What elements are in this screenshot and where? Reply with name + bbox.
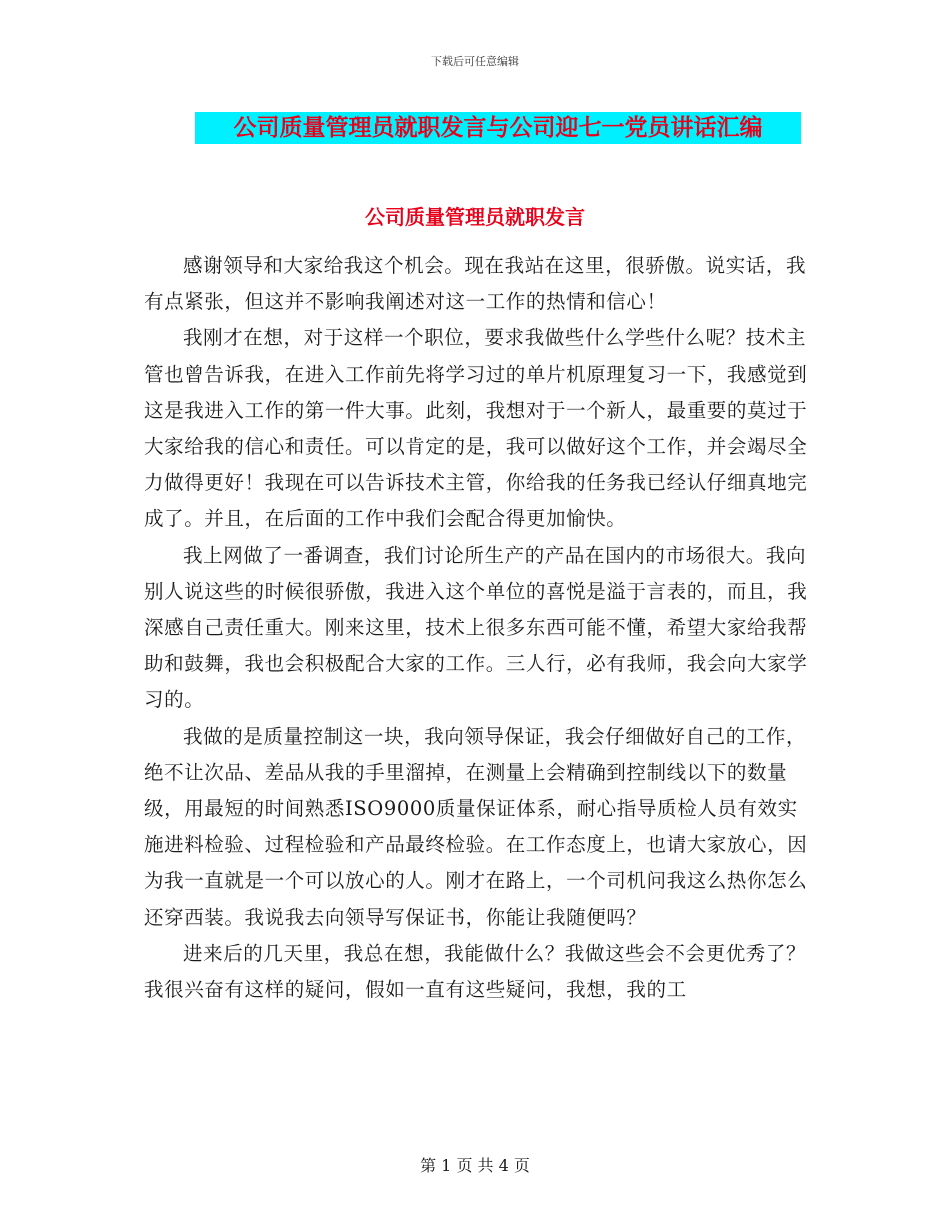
paragraph-4: 我做的是质量控制这一块，我向领导保证，我会仔细做好自己的工作，绝不让次品、差品从我的手里溜掉，在测量上会精确到控制线以下的数量级，用最短的时间熟悉ISO9000质量保证体系，耐心指导质检人员有效实施进料检验、过程检验和产品最终检验。在工作态度上，也请大家放心，因为我一直就是一个可以放心的人。刚才在路上，一个司机问我这么热你怎么还穿西装。我说我去向领导写保证书，你能让我随便吗？ bbox=[144, 724, 808, 929]
header-note: 下载后可任意编辑 bbox=[431, 55, 519, 68]
document-body bbox=[144, 248, 814, 1008]
paragraph-3: 我上网做了一番调查，我们讨论所生产的产品在国内的市场很大。我向别人说这些的时候很骄傲，我进入这个单位的喜悦是溢于言表的，而且，我深感自己责任重大。刚来这里，技术上很多东西可能不懂，希望大家给我帮助和鼓舞，我也会积极配合大家的工作。三人行，必有我师，我会向大家学习的。 bbox=[144, 543, 808, 712]
page-number: 第 1 页 共 4 页 bbox=[420, 1156, 530, 1175]
paragraph-1: 感谢领导和大家给我这个机会。现在我站在这里，很骄傲。说实话，我有点紧张，但这并不影响我阐述对这一工作的热情和信心！ bbox=[144, 254, 807, 314]
section-title: 公司质量管理员就职发言 bbox=[365, 205, 585, 229]
document-title: 公司质量管理员就职发言与公司迎七一党员讲话汇编 bbox=[195, 112, 801, 144]
paragraph-2: 我刚才在想，对于这样一个职位，要求我做些什么学些什么呢？技术主管也曾告诉我，在进入工作前先将学习过的单片机原理复习一下，我感觉到这是我进入工作的第一件大事。此刻，我想对于一个新人，最重要的莫过于大家给我的信心和责任。可以肯定的是，我可以做好这个工作，并会竭尽全力做得更好！我现在可以告诉技术主管，你给我的任务我已经认仔细真地完成了。并且，在后面的工作中我们会配合得更加愉快。 bbox=[144, 326, 808, 531]
paragraph-5: 进来后的几天里，我总在想，我能做什么？我做这些会不会更优秀了？我很兴奋有这样的疑问，假如一直有这些疑问，我想，我的工 bbox=[144, 941, 807, 1002]
